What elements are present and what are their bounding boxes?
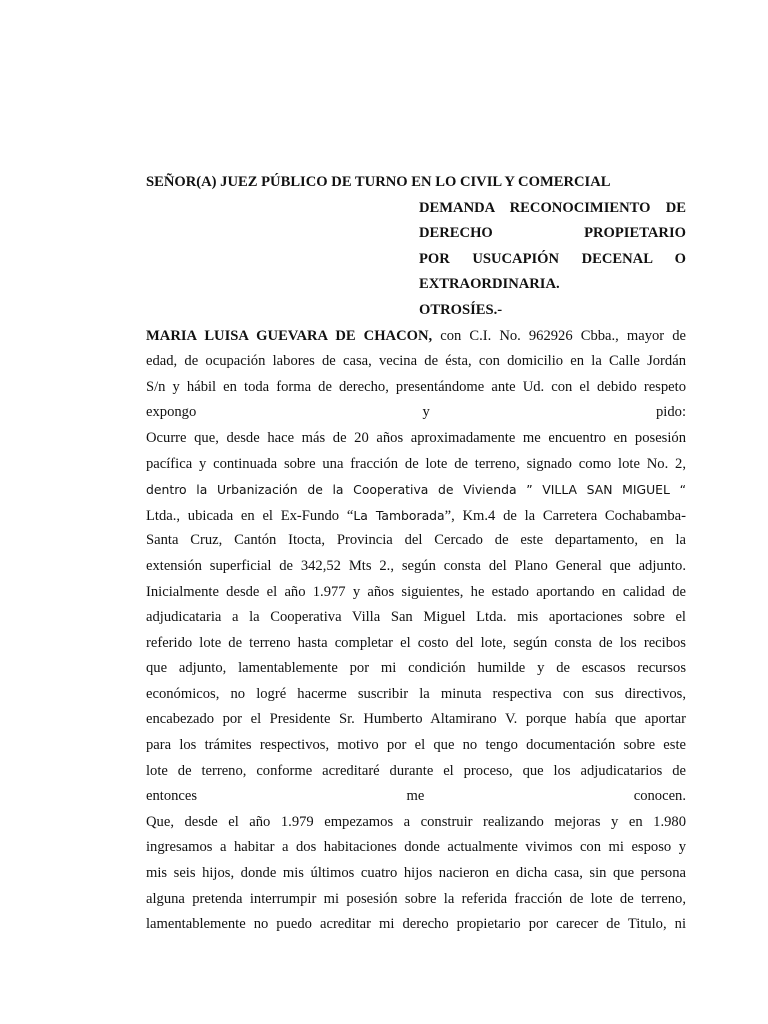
text-line: ingresamos a habitar a dos habitaciones donde actualmente vivimos con mi esposo y	[146, 839, 686, 856]
text-line	[146, 400, 686, 426]
text-line: para los trámites respectivos, motivo por el que no tengo documentación sobre este	[146, 737, 686, 754]
text-line	[146, 324, 686, 350]
text-span: La Tamborada	[353, 507, 445, 523]
subject-line: OTROSÍES.-	[419, 301, 503, 318]
plaintiff-name: MARIA LUISA GUEVARA DE CHACON,	[146, 327, 433, 344]
text-line: edad, de ocupación labores de casa, vecina de ésta, con domicilio en la Calle Jordán	[146, 353, 686, 370]
text-line: extensión superficial de 342,52 Mts 2., según consta del Plano General que adjunto.	[146, 557, 686, 574]
text-line: económicos, no logré hacerme suscribir la minuta respectiva con sus directivos,	[146, 685, 686, 702]
text-span: ”, Km.4 de la Carretera Cochabamba-	[444, 507, 686, 524]
subject-line: DERECHO PROPIETARIO	[419, 225, 686, 242]
facts-paragraph-1	[146, 426, 686, 810]
text-line: mis seis hijos, donde mis últimos cuatro hijos nacieron en dicha casa, sin que persona	[146, 865, 686, 882]
text-line: encabezado por el Presidente Sr. Humberto Altamirano V. porque había que aportar	[146, 711, 686, 728]
text-line: lamentablemente no puedo acreditar mi derecho propietario por carecer de Titulo, ni	[146, 916, 686, 933]
text-span: entonces	[146, 788, 198, 805]
text-span: conocen.	[633, 788, 686, 805]
text-line	[146, 503, 686, 529]
text-line: lote de terreno, conforme acreditaré durante el proceso, que los adjudicatarios de	[146, 762, 686, 779]
text-line: pacífica y continuada sobre una fracción de lote de terreno, signado como lote No. 2,	[146, 455, 686, 472]
text-line: Ocurre que, desde hace más de 20 años aproximadamente me encuentro en posesión	[146, 429, 686, 446]
text-line: S/n y hábil en toda forma de derecho, presentándome ante Ud. con el debido respeto	[146, 378, 686, 395]
text-line: dentro la Urbanización de la Cooperativa de Vivienda ” VILLA SAN MIGUEL “	[146, 482, 686, 498]
text-line: Que, desde el año 1.979 empezamos a construir realizando mejoras y en 1.980	[146, 813, 686, 830]
facts-paragraph-2	[146, 810, 686, 938]
text-span: con C.I. No. 962926 Cbba., mayor de	[432, 327, 686, 344]
text-line: adjudicataria a la Cooperativa Villa San Miguel Ltda. mis aportaciones sobre el	[146, 609, 686, 626]
text-span: y	[422, 404, 430, 421]
text-line: que adjunto, lamentablemente por mi condición humilde y de escasos recursos	[146, 660, 686, 677]
document-heading: SEÑOR(A) JUEZ PÚBLICO DE TURNO EN LO CIVIL Y COMERCIAL	[146, 174, 611, 190]
document-page	[146, 170, 686, 938]
text-line: referido lote de terreno hasta completar el costo del lote, según consta de los recibos	[146, 634, 686, 651]
subject-line: POR USUCAPIÓN DECENAL O	[419, 250, 686, 267]
text-line: Inicialmente desde el año 1.977 y años siguientes, he estado aportando en calidad de	[146, 583, 686, 600]
text-line: Santa Cruz, Cantón Itocta, Provincia del Cercado de este departamento, en la	[146, 532, 686, 549]
text-span: me	[406, 788, 425, 805]
text-line: alguna pretenda interrumpir mi posesión sobre la referida fracción de lote de terreno,	[146, 890, 686, 907]
text-line	[146, 784, 686, 810]
intro-paragraph	[146, 324, 686, 426]
subject-line: DEMANDA RECONOCIMIENTO DE	[419, 199, 686, 216]
text-span: Ltda., ubicada en el Ex-Fundo “	[146, 507, 354, 524]
text-span: expongo	[146, 404, 197, 421]
subject-line: EXTRAORDINARIA.	[419, 276, 560, 293]
text-span: pido:	[656, 404, 686, 421]
subject-block	[419, 196, 686, 324]
